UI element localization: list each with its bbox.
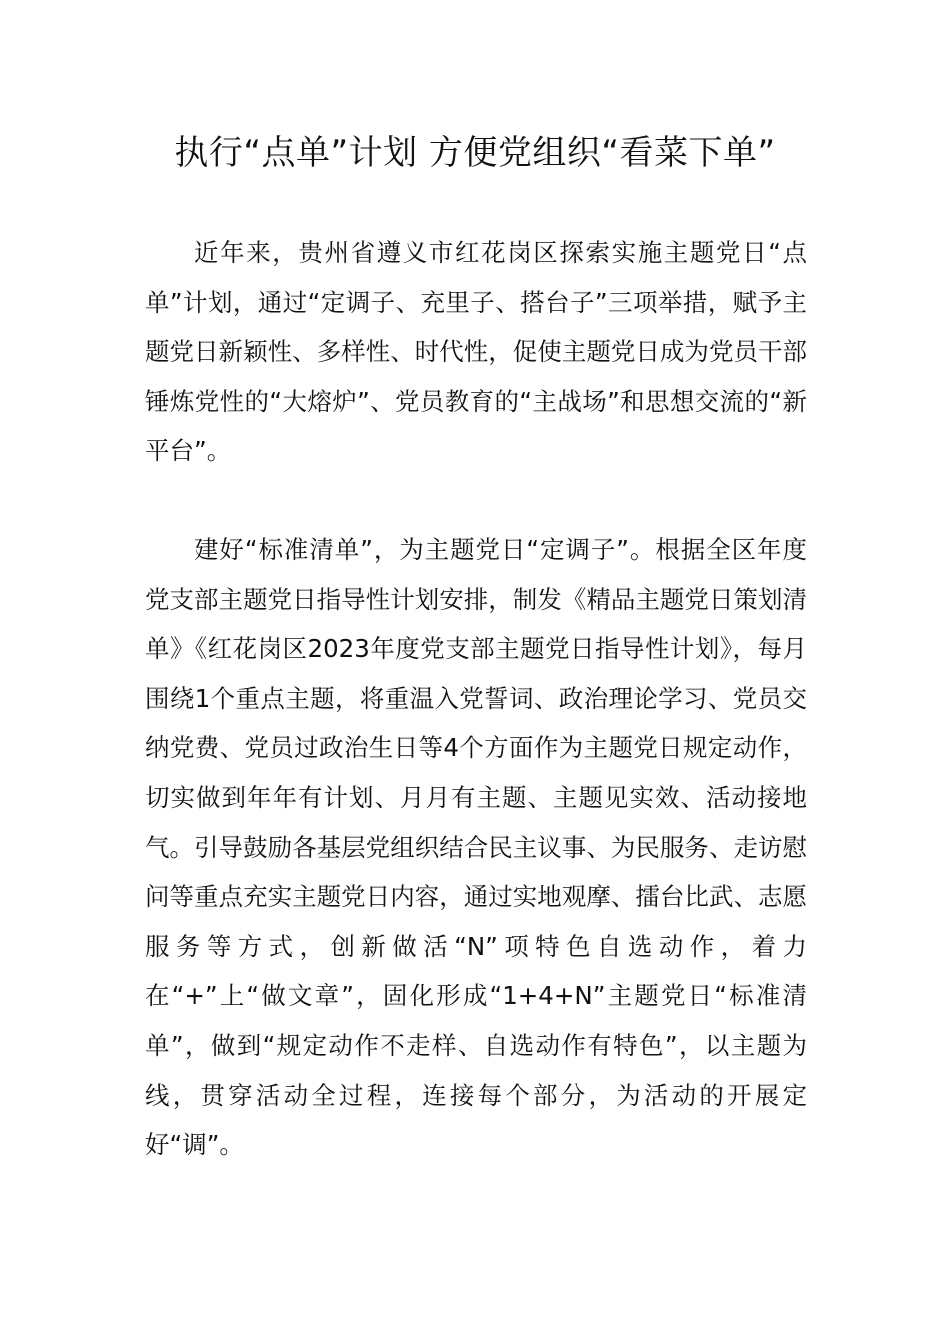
body-paragraph: 建好“标准清单”，为主题党日“定调子”。根据全区年度党支部主题党日指导性计划安排，制发《精品主题党日策划清单》《红花岗区2023年度党支部主题党日指导性计划》，每月围绕1个重点主题，将重温入党誓词、政治理论学习、党员交纳党费、党员过政治生日等4个方面作为主题党日规定动作，切实做到年年有计划、月月有主题、主题见实效、活动接地气。引导鼓励各基层党组织结合民主议事、为民服务、走访慰问等重点充实主题党日内容，通过实地观摩、擂台比武、志愿服务等方式，创新做活“N”项特色自选动作，着力在“+”上“做文章”，固化形成“1+4+N”主题党日“标准清单”，做到“规定动作不走样、自选动作有特色”，以主题为线，贯穿活动全过程，连接每个部分，为活动的开展定好“调”。 xyxy=(145,535,807,1160)
document-title: 执行“点单”计划 方便党组织“看菜下单” xyxy=(174,133,776,173)
body-paragraph: 近年来，贵州省遵义市红花岗区探索实施主题党日“点单”计划，通过“定调子、充里子、搭台子”三项举措，赋予主题党日新颖性、多样性、时代性，促使主题党日成为党员干部锤炼党性的“大熔炉”、党员教育的“主战场”和思想交流的“新平台”。 xyxy=(145,238,807,466)
